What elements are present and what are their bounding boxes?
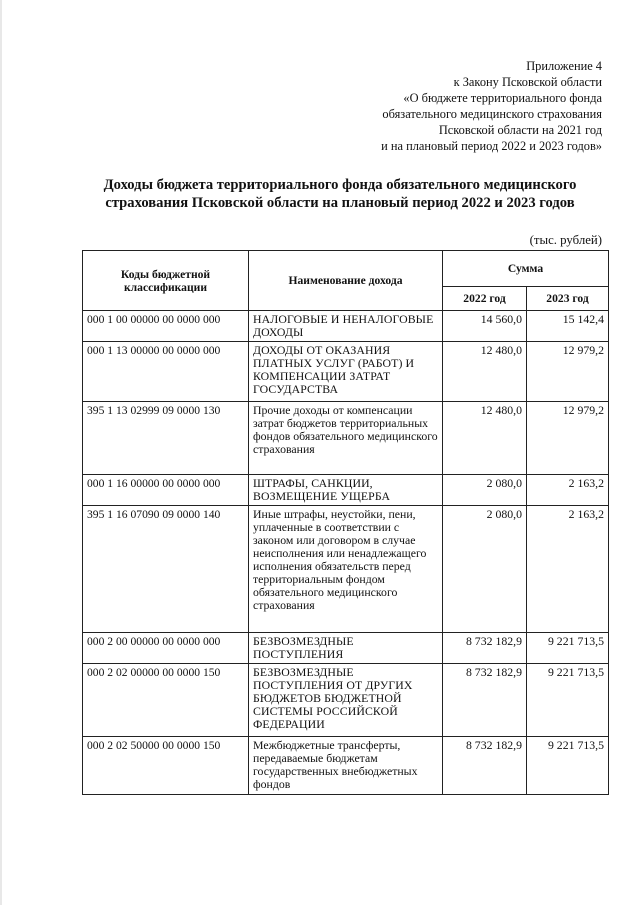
title-line-1: Доходы бюджета территориального фонда обязательного медицинского [103,177,577,193]
row-value-2023: 12 979,2 [527,402,609,475]
row-code: 000 2 02 00000 00 0000 150 [83,664,249,737]
table-row [83,475,609,506]
row-value-2023: 9 221 713,5 [527,737,609,795]
row-name: БЕЗВОЗМЕЗДНЫЕ ПОСТУПЛЕНИЯ [249,633,443,664]
header-year-2023: 2023 год [527,287,609,311]
table-row [83,311,609,342]
row-name: Межбюджетные трансферты, передаваемые бюджетам государственных внебюджетных фондов [249,737,443,795]
row-code: 395 1 16 07090 09 0000 140 [83,506,249,633]
row-code: 395 1 13 02999 09 0000 130 [83,402,249,475]
row-code: 000 1 00 00000 00 0000 000 [83,311,249,342]
row-value-2023: 9 221 713,5 [527,633,609,664]
row-value-2022: 14 560,0 [443,311,527,342]
table-header-row [83,251,609,287]
row-value-2023: 15 142,4 [527,311,609,342]
appendix-line: обязательного медицинского страхования [382,107,602,121]
header-sum: Сумма [443,251,609,287]
appendix-line: Приложение 4 [526,59,602,73]
row-value-2023: 12 979,2 [527,342,609,402]
row-value-2022: 12 480,0 [443,342,527,402]
scan-edge [0,0,2,905]
appendix-header [242,58,602,154]
row-value-2023: 9 221 713,5 [527,664,609,737]
header-year-2022: 2022 год [443,287,527,311]
row-value-2022: 12 480,0 [443,402,527,475]
table-row [83,402,609,475]
row-code: 000 2 00 00000 00 0000 000 [83,633,249,664]
row-value-2022: 2 080,0 [443,475,527,506]
title-line-2: страхования Псковской области на плановый период 2022 и 2023 годов [105,195,575,211]
table-row [83,633,609,664]
row-code: 000 1 13 00000 00 0000 000 [83,342,249,402]
row-name: ДОХОДЫ ОТ ОКАЗАНИЯ ПЛАТНЫХ УСЛУГ (РАБОТ) И КОМПЕНСАЦИИ ЗАТРАТ ГОСУДАРСТВА [249,342,443,402]
row-value-2022: 8 732 182,9 [443,737,527,795]
row-name: Иные штрафы, неустойки, пени, уплаченные в соответствии с законом или договором в случае неисполнения или ненадлежащего исполнения обязательств перед территориальным фондом обязательного медицинского страхования [249,506,443,633]
header-code: Коды бюджетной классификации [83,251,249,311]
header-name: Наименование дохода [249,251,443,311]
appendix-line: к Закону Псковской области [453,75,602,89]
appendix-line: «О бюджете территориального фонда [403,91,602,105]
document-title [70,176,610,212]
row-value-2022: 2 080,0 [443,506,527,633]
row-code: 000 2 02 50000 00 0000 150 [83,737,249,795]
appendix-line: и на плановый период 2022 и 2023 годов» [381,139,602,153]
income-table [82,250,609,795]
table-row [83,737,609,795]
appendix-line: Псковской области на 2021 год [438,123,602,137]
units-label: (тыс. рублей) [529,233,602,247]
table-row [83,506,609,633]
table-row [83,342,609,402]
row-name: Прочие доходы от компенсации затрат бюджетов территориальных фондов обязательного медицинского страхования [249,402,443,475]
row-value-2023: 2 163,2 [527,475,609,506]
row-name: НАЛОГОВЫЕ И НЕНАЛОГОВЫЕ ДОХОДЫ [249,311,443,342]
row-name: ШТРАФЫ, САНКЦИИ, ВОЗМЕЩЕНИЕ УЩЕРБА [249,475,443,506]
row-code: 000 1 16 00000 00 0000 000 [83,475,249,506]
row-value-2022: 8 732 182,9 [443,664,527,737]
row-value-2023: 2 163,2 [527,506,609,633]
row-name: БЕЗВОЗМЕЗДНЫЕ ПОСТУПЛЕНИЯ ОТ ДРУГИХ БЮДЖЕТОВ БЮДЖЕТНОЙ СИСТЕМЫ РОССИЙСКОЙ ФЕДЕРАЦИИ [249,664,443,737]
row-value-2022: 8 732 182,9 [443,633,527,664]
table-row [83,664,609,737]
